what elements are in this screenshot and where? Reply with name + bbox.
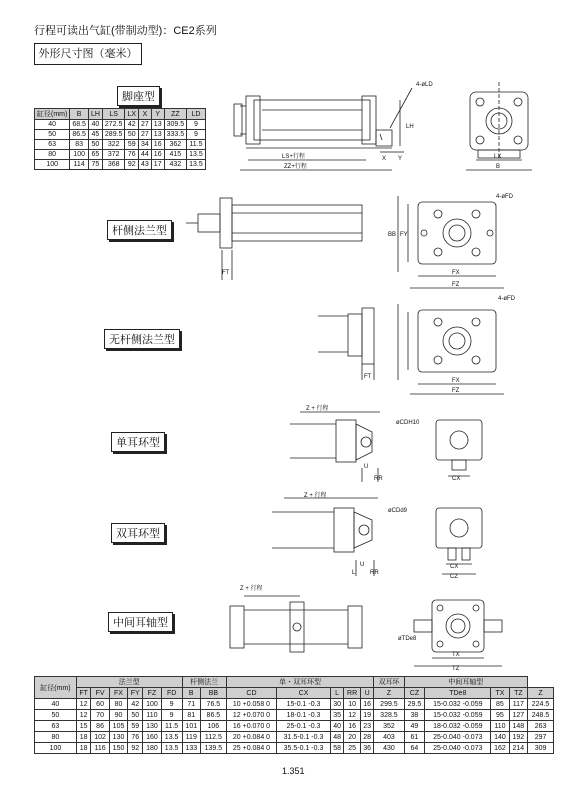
header-cell: LH [88, 109, 102, 120]
dim-label-lx: LX [494, 154, 502, 160]
table-cell: 16 [360, 699, 374, 710]
header-cell: ZZ [164, 109, 187, 120]
header-cell: FV [91, 688, 109, 699]
dim-label-fy: FY [400, 232, 408, 238]
label-rod-flange-type: 杆侧法兰型 [107, 220, 172, 240]
dim-label-rr: RR [374, 476, 383, 482]
table-cell: 148 [509, 721, 527, 732]
table-cell: 12 +0.070 0 [226, 710, 276, 721]
table-cell: 102 [91, 732, 109, 743]
table-cell: 130 [109, 732, 127, 743]
dim-label-u-2: U [360, 562, 365, 568]
header-cell: 双耳环 [374, 677, 404, 688]
label-single-clevis-type: 单耳环型 [111, 432, 165, 452]
table-cell: 25 +0.084 0 [226, 743, 276, 754]
table-cell: 61 [404, 732, 425, 743]
table-cell: 114 [70, 160, 89, 170]
table-cell: 272.5 [102, 120, 125, 130]
table-cell: 71 [182, 699, 200, 710]
table-cell: 18 [76, 732, 91, 743]
table-cell: 43 [139, 160, 152, 170]
table-cell: 289.5 [102, 130, 125, 140]
table-header-row [35, 688, 554, 699]
dim-label-fd-2: 4-øFD [498, 296, 515, 302]
table-cell: 30 [330, 699, 344, 710]
table-cell: 25-0.040 -0.073 [425, 732, 491, 743]
table-cell: 110 [491, 721, 509, 732]
header-cell: Y [151, 109, 164, 120]
dim-label-x: X [382, 156, 387, 162]
table-cell: 432 [164, 160, 187, 170]
table-cell: 38 [404, 710, 425, 721]
table-cell: 92 [125, 160, 139, 170]
table-cell: 415 [164, 150, 187, 160]
table-cell: 42 [128, 699, 143, 710]
table-cell: 44 [139, 150, 152, 160]
table-cell: 13.5 [187, 160, 206, 170]
page-title: 行程可读出气缸(带制动型)：CE2系列 [34, 25, 217, 37]
header-cell: Z [528, 688, 554, 699]
table-cell: 80 [109, 699, 127, 710]
table-cell: 162 [491, 743, 509, 754]
table-cell: 50 [125, 130, 139, 140]
table-cell: 160 [143, 732, 161, 743]
table-cell: 13.5 [187, 150, 206, 160]
table-cell: 100 [143, 699, 161, 710]
dim-label-cx: CX [452, 476, 461, 482]
table-cell: 12 [76, 710, 91, 721]
dim-label-ft-2: FT [364, 374, 372, 380]
header-cell: LS [102, 109, 125, 120]
table-cell: 403 [374, 732, 404, 743]
table-cell: 86.5 [70, 130, 89, 140]
table-cell: 333.5 [164, 130, 187, 140]
head-flange-end-drawing [398, 304, 504, 394]
table-cell: 309.5 [164, 120, 187, 130]
label-foot-type: 脚座型 [117, 86, 160, 106]
table-cell: 85 [491, 699, 509, 710]
dim-label-tz: TZ [452, 666, 460, 670]
table-cell: 362 [164, 140, 187, 150]
table-cell: 27 [139, 120, 152, 130]
dim-label-lh: LH [406, 124, 414, 130]
table-row [35, 732, 554, 743]
header-cell: 缸径(mm) [35, 109, 70, 120]
section-subtitle: 外形尺寸图（毫米） [34, 43, 142, 65]
single-clevis-side-drawing [290, 412, 380, 482]
table-cell: 15-0.032 -0.059 [425, 699, 491, 710]
header-cell: 杆侧法兰 [182, 677, 226, 688]
header-cell: CD [226, 688, 276, 699]
table-cell: 16 [344, 721, 360, 732]
table-cell: 100 [35, 160, 70, 170]
table-cell: 40 [88, 120, 102, 130]
table-row [35, 710, 554, 721]
table-cell: 12 [344, 710, 360, 721]
table-cell: 80 [35, 150, 70, 160]
header-cell: X [139, 109, 152, 120]
table-cell: 63 [35, 721, 77, 732]
table-cell: 224.5 [528, 699, 554, 710]
header-cell: FT [76, 688, 91, 699]
table-cell: 50 [128, 710, 143, 721]
table-cell: 80 [35, 732, 77, 743]
table-cell: 20 [344, 732, 360, 743]
table-cell: 60 [91, 699, 109, 710]
table-cell: 27 [139, 130, 152, 140]
table-cell: 49 [404, 721, 425, 732]
table-cell: 86.5 [200, 710, 226, 721]
table-cell: 11.5 [187, 140, 206, 150]
table-cell: 16 +0.070 0 [226, 721, 276, 732]
table-cell: 117 [509, 699, 527, 710]
dim-label-ld: 4-øLD [416, 82, 433, 88]
table-cell: 83 [70, 140, 89, 150]
table-cell: 76 [125, 150, 139, 160]
header-cell: FX [109, 688, 127, 699]
dim-label-ls: LS+行程 [282, 154, 305, 160]
table-cell: 81 [182, 710, 200, 721]
dim-label-fx-2: FX [452, 378, 460, 384]
table-cell: 68.5 [70, 120, 89, 130]
table-cell: 25-0.040 -0.073 [425, 743, 491, 754]
table-cell: 297 [528, 732, 554, 743]
label-head-flange-type: 无杆侧法兰型 [104, 329, 180, 349]
table-cell: 16 [151, 150, 164, 160]
dim-label-z: Z + 行程 [306, 406, 329, 412]
dim-label-z-2: Z + 行程 [304, 493, 327, 499]
dim-label-fz-2: FZ [452, 388, 460, 394]
table-cell: 192 [509, 732, 527, 743]
table-cell: 59 [125, 140, 139, 150]
header-cell: 单・双耳环型 [226, 677, 374, 688]
table-cell: 139.5 [200, 743, 226, 754]
table-group-header-row [35, 677, 554, 688]
table-cell: 40 [35, 699, 77, 710]
table-cell: 15 [76, 721, 91, 732]
table-cell: 322 [102, 140, 125, 150]
table-cell: 15-0.1 -0.3 [277, 699, 331, 710]
table-cell: 70 [91, 710, 109, 721]
header-cell: TZ [509, 688, 527, 699]
table-cell: 50 [35, 710, 77, 721]
table-cell: 17 [151, 160, 164, 170]
rod-flange-end-drawing [398, 196, 504, 288]
table-cell: 13 [151, 120, 164, 130]
table-cell: 16 [151, 140, 164, 150]
table-cell: 18-0.032 -0.059 [425, 721, 491, 732]
header-cell: FY [128, 688, 143, 699]
header-cell: BB [200, 688, 226, 699]
table-cell: 11.5 [161, 721, 182, 732]
table-cell: 50 [35, 130, 70, 140]
dim-label-cd-d9: øCDd9 [388, 508, 408, 514]
table-cell: 13 [151, 130, 164, 140]
table-cell: 140 [491, 732, 509, 743]
table-cell: 65 [88, 150, 102, 160]
table-cell: 133 [182, 743, 200, 754]
table-cell: 105 [109, 721, 127, 732]
dim-label-fd: 4-øFD [496, 194, 513, 200]
label-trunnion-type: 中间耳轴型 [108, 612, 173, 632]
table-cell: 248.5 [528, 710, 554, 721]
table-cell: 328.5 [374, 710, 404, 721]
table-cell: 35 [330, 710, 344, 721]
table-cell: 23 [360, 721, 374, 732]
header-cell: FZ [143, 688, 161, 699]
header-cell: TDe8 [425, 688, 491, 699]
table-cell: 100 [70, 150, 89, 160]
table-cell: 40 [330, 721, 344, 732]
table-cell: 372 [102, 150, 125, 160]
single-clevis-end-drawing [436, 420, 482, 476]
header-cell: FD [161, 688, 182, 699]
table-cell: 63 [35, 140, 70, 150]
table-cell: 31.5-0.1 -0.3 [277, 732, 331, 743]
table-cell: 86 [91, 721, 109, 732]
dim-label-rr-2: RR [370, 570, 379, 576]
header-cell: 缸径(mm) [35, 677, 77, 699]
table-row [35, 743, 554, 754]
table-cell: 48 [330, 732, 344, 743]
dim-label-u: U [364, 464, 369, 470]
dim-label-y: Y [398, 156, 403, 162]
dim-label-z-3: Z + 行程 [240, 586, 263, 592]
table-cell: 130 [143, 721, 161, 732]
table-cell: 12 [76, 699, 91, 710]
table-cell: 110 [143, 710, 161, 721]
table-cell: 430 [374, 743, 404, 754]
table-cell: 76 [128, 732, 143, 743]
table-cell: 10 +0.058 0 [226, 699, 276, 710]
table-cell: 101 [182, 721, 200, 732]
table-cell: 35.5-0.1 -0.3 [277, 743, 331, 754]
dim-label-cx-2: CX [450, 564, 459, 570]
header-cell: RR [344, 688, 360, 699]
dim-label-fz: FZ [452, 282, 460, 288]
trunnion-side-drawing [230, 596, 362, 652]
table-cell: 95 [491, 710, 509, 721]
table-cell: 116 [91, 743, 109, 754]
dim-label-b: B [496, 164, 501, 170]
table-cell: 9 [161, 710, 182, 721]
table-cell: 18 [76, 743, 91, 754]
table-cell: 10 [344, 699, 360, 710]
dim-label-fx: FX [452, 270, 460, 276]
dim-label-tx: TX [452, 652, 460, 658]
table-cell: 299.5 [374, 699, 404, 710]
dim-label-bb: BB [388, 232, 397, 238]
double-clevis-end-drawing [436, 508, 482, 574]
mounting-dimension-table [34, 676, 554, 754]
table-cell: 119 [182, 732, 200, 743]
table-cell: 112.5 [200, 732, 226, 743]
table-cell: 100 [35, 743, 77, 754]
table-cell: 127 [509, 710, 527, 721]
table-cell: 20 +0.084 0 [226, 732, 276, 743]
table-cell: 352 [374, 721, 404, 732]
table-cell: 9 [187, 120, 206, 130]
dim-label-tde: øTDe8 [398, 636, 417, 642]
header-cell: L [330, 688, 344, 699]
header-cell: 法兰型 [76, 677, 182, 688]
header-cell: B [182, 688, 200, 699]
header-cell: Z [374, 688, 404, 699]
table-cell: 214 [509, 743, 527, 754]
table-cell: 25-0.1 -0.3 [277, 721, 331, 732]
table-cell: 34 [139, 140, 152, 150]
table-cell: 50 [88, 140, 102, 150]
dim-label-zz: ZZ+行程 [284, 164, 307, 170]
table-cell: 150 [109, 743, 127, 754]
label-double-clevis-type: 双耳环型 [111, 523, 165, 543]
header-cell: CZ [404, 688, 425, 699]
table-cell: 106 [200, 721, 226, 732]
table-cell: 28 [360, 732, 374, 743]
header-cell: U [360, 688, 374, 699]
table-cell: 75 [88, 160, 102, 170]
table-cell: 13.5 [161, 743, 182, 754]
table-cell: 92 [128, 743, 143, 754]
table-cell: 36 [360, 743, 374, 754]
table-cell: 309 [528, 743, 554, 754]
table-cell: 76.5 [200, 699, 226, 710]
dim-label-cd: øCDH10 [396, 420, 420, 426]
page-number: 1.351 [282, 766, 305, 776]
table-cell: 42 [125, 120, 139, 130]
table-cell: 45 [88, 130, 102, 140]
header-cell: TX [491, 688, 509, 699]
table-cell: 180 [143, 743, 161, 754]
table-row [35, 721, 554, 732]
table-row [35, 699, 554, 710]
header-cell: CX [277, 688, 331, 699]
table-cell: 18-0.1 -0.3 [277, 710, 331, 721]
header-cell: LD [187, 109, 206, 120]
dim-label-l: L [352, 570, 356, 576]
table-cell: 13.5 [161, 732, 182, 743]
table-cell: 9 [161, 699, 182, 710]
header-cell: B [70, 109, 89, 120]
table-cell: 368 [102, 160, 125, 170]
table-cell: 15-0.032 -0.059 [425, 710, 491, 721]
table-cell: 9 [187, 130, 206, 140]
table-cell: 19 [360, 710, 374, 721]
header-cell: LX [125, 109, 139, 120]
table-cell: 29.5 [404, 699, 425, 710]
dim-label-cz: CZ [450, 574, 458, 580]
table-cell: 64 [404, 743, 425, 754]
table-cell: 25 [344, 743, 360, 754]
head-flange-side-drawing [318, 308, 374, 380]
table-cell: 90 [109, 710, 127, 721]
table-cell: 58 [330, 743, 344, 754]
dim-label-ft: FT [222, 270, 230, 276]
header-cell: 中间耳轴型 [404, 677, 528, 688]
rod-flange-side-drawing [186, 198, 362, 280]
table-cell: 263 [528, 721, 554, 732]
table-cell: 40 [35, 120, 70, 130]
table-cell: 59 [128, 721, 143, 732]
